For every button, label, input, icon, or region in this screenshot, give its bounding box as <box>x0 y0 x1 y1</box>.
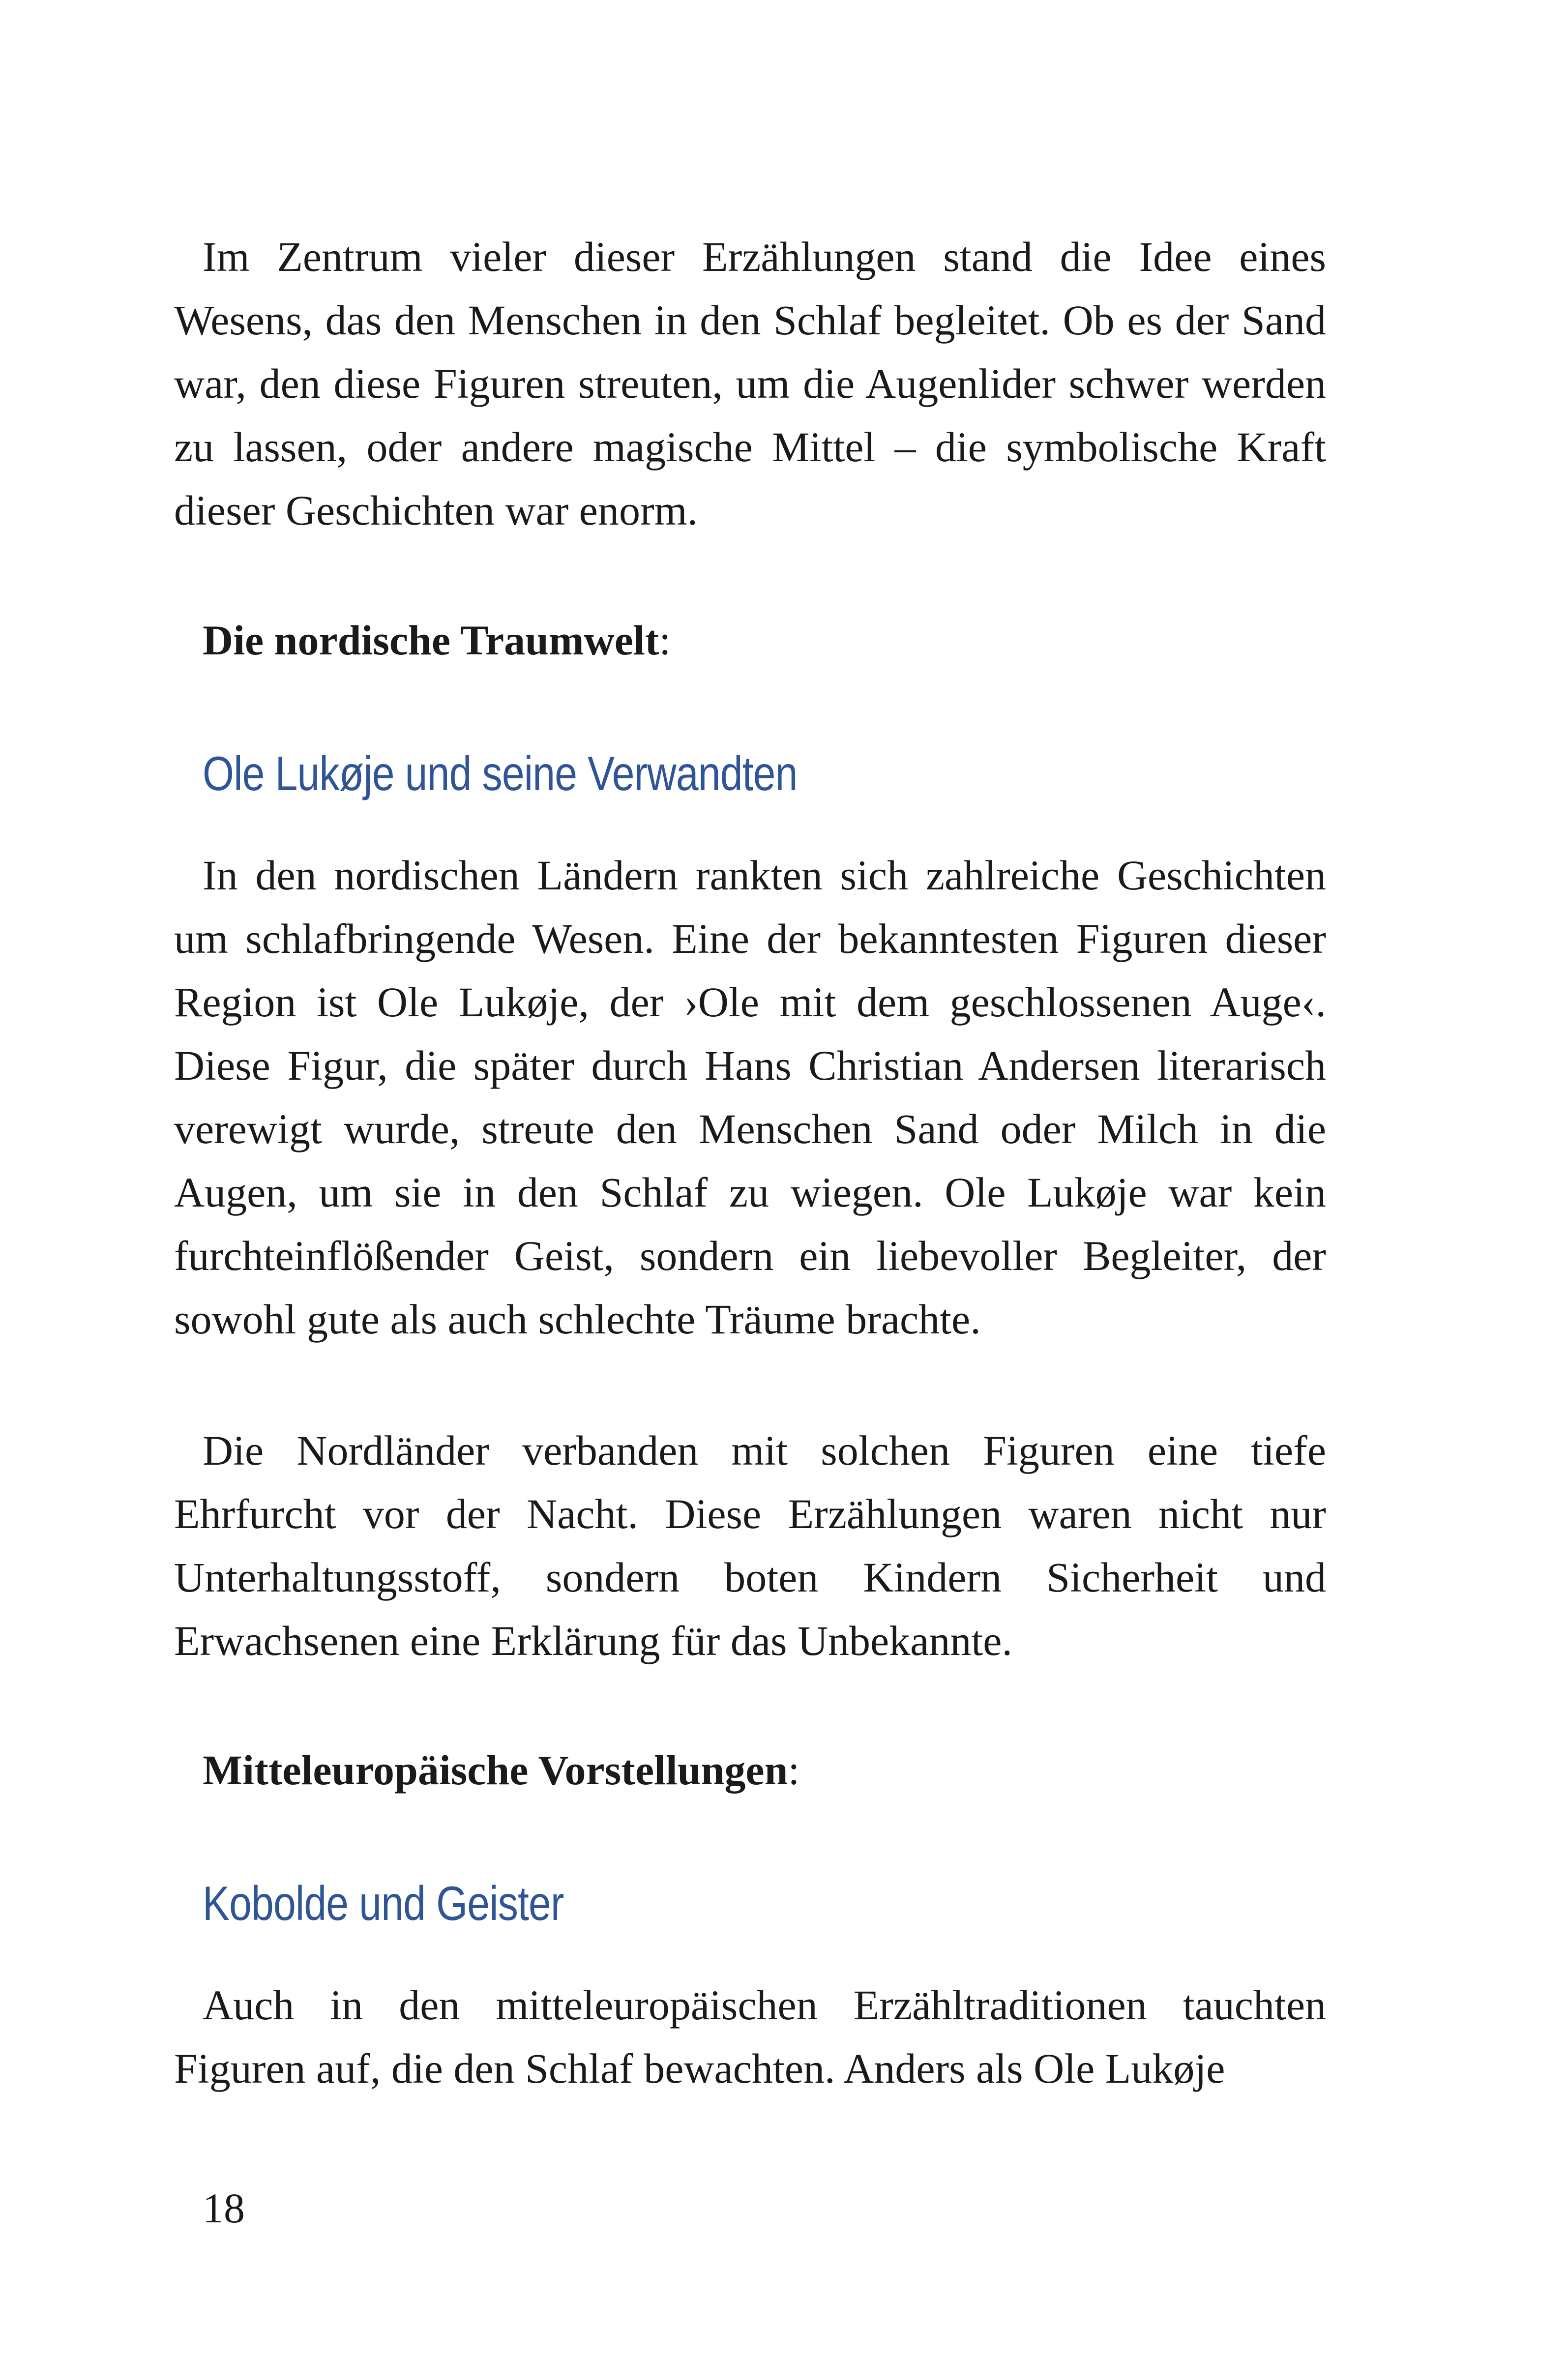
section-heading-nordic <box>203 609 671 672</box>
paragraph-nordic-reverence: Die Nordländer verbanden mit solchen Figuren eine tiefe Ehrfurcht vor der Nacht. Diese Erzählungen waren nicht nur Unterhaltungsstoff, sondern boten Kindern Sicherheit und Erwachsenen eine Erklärung für das Unbekannte. <box>174 1427 1326 1664</box>
section-heading-central-europe-label: Mitteleuropäische Vorstellungen <box>203 1746 788 1794</box>
paragraph-sleep-beings: Im Zentrum vieler dieser Erzählungen stand die Idee eines Wesens, das den Menschen in den Schlaf begleitet. Ob es der Sand war, den diese Figuren streuten, um die Augenlider schwer werden zu lassen, oder andere magische Mittel – die symbolische Kraft dieser Geschichten war enorm. <box>174 233 1326 534</box>
section-heading-nordic-label: Die nordische Traumwelt <box>203 617 659 664</box>
section-heading-nordic-colon: : <box>659 617 671 664</box>
page-number: 18 <box>203 2184 245 2232</box>
subheading-kobolde: Kobolde und Geister <box>203 1876 564 1930</box>
section-heading-central-europe-colon: : <box>788 1746 800 1794</box>
subheading-ole-lukoje: Ole Lukøje und seine Verwandten <box>203 746 798 800</box>
paragraph-central-europe: Auch in den mitteleuropäischen Erzähltraditionen tauchten Figuren auf, die den Schlaf bewachten. Anders als Ole Lukøje <box>174 1981 1326 2092</box>
paragraph-nordic-lands: In den nordischen Ländern rankten sich zahlreiche Geschichten um schlafbringende Wesen. Eine der bekanntesten Figuren dieser Region ist Ole Lukøje, der ›Ole mit dem geschlossenen Auge‹. Diese Figur, die später durch Hans Christian Andersen literarisch verewigt wurde, streute den Menschen Sand oder Milch in die Augen, um sie in den Schlaf zu wiegen. Ole Lukøje war kein furchteinflößender Geist, sondern ein liebevoller Begleiter, der sowohl gute als auch schlechte Träume brachte. <box>174 852 1326 1343</box>
section-heading-central-europe <box>203 1739 799 1802</box>
